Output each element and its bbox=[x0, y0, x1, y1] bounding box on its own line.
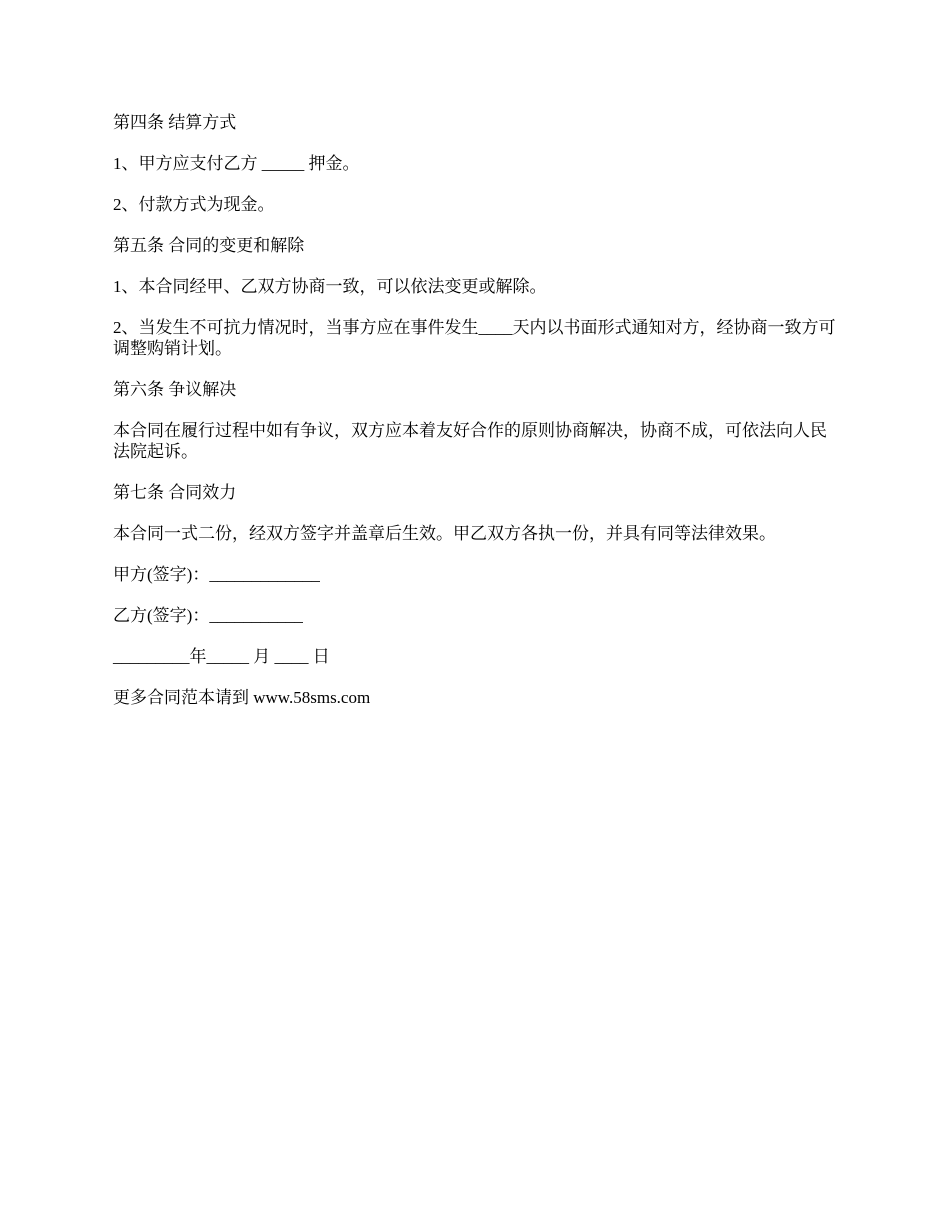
article7-heading: 第七条 合同效力 bbox=[113, 483, 237, 502]
article4-heading: 第四条 结算方式 bbox=[113, 113, 237, 132]
article6-body: 本合同在履行过程中如有争议，双方应本着友好合作的原则协商解决，协商不成，可依法向人民法院起诉。 bbox=[113, 421, 827, 461]
article4-item-1: 1、甲方应支付乙方 _____ 押金。 bbox=[113, 154, 360, 173]
article4-item-2: 2、付款方式为现金。 bbox=[113, 195, 275, 214]
party-b-signature-line: 乙方(签字)：___________ bbox=[113, 606, 303, 625]
party-a-signature-line: 甲方(签字)：_____________ bbox=[113, 565, 320, 584]
article5-heading: 第五条 合同的变更和解除 bbox=[113, 236, 305, 255]
contract-page bbox=[113, 112, 843, 728]
article5-item-2: 2、当发生不可抗力情况时，当事方应在事件发生____天内以书面形式通知对方，经协商一致方可调整购销计划。 bbox=[113, 318, 836, 358]
article7-body: 本合同一式二份，经双方签字并盖章后生效。甲乙双方各执一份，并具有同等法律效果。 bbox=[113, 524, 776, 543]
date-line: _________年_____ 月 ____ 日 bbox=[113, 647, 330, 666]
footer-link-text: 更多合同范本请到 www.58sms.com bbox=[113, 688, 371, 707]
article5-item-1: 1、本合同经甲、乙双方协商一致，可以依法变更或解除。 bbox=[113, 277, 547, 296]
article6-heading: 第六条 争议解决 bbox=[113, 380, 237, 399]
